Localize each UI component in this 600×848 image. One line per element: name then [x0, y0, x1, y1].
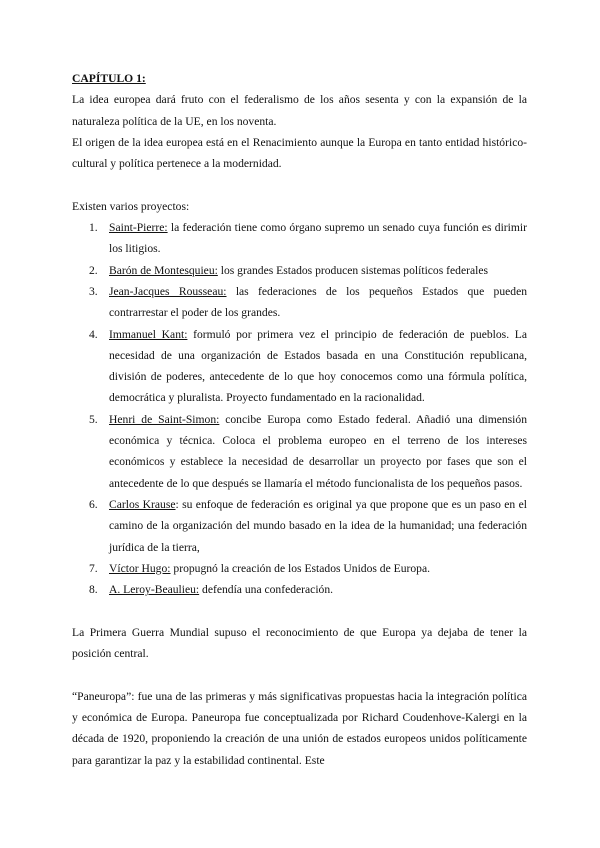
author-name: Henri de Saint-Simon:	[109, 412, 220, 426]
projects-intro: Existen varios proyectos:	[72, 199, 190, 213]
item-text: la federación tiene como órgano supremo un senado cuya función es dirimir los litigios.	[109, 221, 527, 256]
chapter-heading: CAPÍTULO 1:	[72, 72, 146, 85]
item-text: concibe Europa como Estado federal. Añadió una dimensión económica y técnica. Coloca el problema europeo en el terreno de los intereses económicos y establece la necesidad de desarrollar un proyecto por fases que son el antecedente de lo que después se llamaría el método funcionalista de los pequeños pasos.	[109, 412, 527, 490]
author-name: Víctor Hugo:	[109, 561, 171, 575]
item-number: 6.	[89, 497, 98, 511]
item-text: las federaciones de los pequeños Estados que pueden contrarrestar el poder de los grandes.	[109, 284, 528, 320]
projects-list	[72, 217, 527, 600]
author-name: A. Leroy-Beaulieu:	[109, 583, 200, 597]
item-number: 3.	[89, 284, 98, 298]
item-number: 5.	[89, 412, 98, 426]
document-body	[72, 68, 527, 771]
list-item	[72, 558, 527, 579]
list-item	[72, 281, 527, 324]
paneuropa-paragraph: “Paneuropa”: fue una de las primeras y más significativas propuestas hacia la integración política y económica de Europa. Paneuropa fue conceptualizada por Richard Coudenhove-Kalergi en la década de 1920, proponiendo la creación de una unión de estados europeos unidos políticamente para garantizar la paz y la estabilidad continental. Este	[72, 689, 527, 767]
item-text: defendía una confederación.	[199, 583, 334, 597]
blank-line	[72, 174, 527, 195]
item-number: 8.	[89, 583, 98, 597]
item-number: 2.	[89, 263, 98, 277]
author-name: Jean-Jacques Rousseau:	[109, 284, 227, 298]
list-item	[72, 260, 527, 281]
item-text: : su enfoque de federación es original ya que propone que es un paso en el camino de la organización del mundo basado en la idea de la humanidad; una federación jurídica de la tierra,	[109, 497, 527, 554]
list-item	[72, 324, 527, 409]
blank-line	[72, 664, 527, 685]
item-text: formuló por primera vez el principio de federación de pueblos. La necesidad de una organización de Estados basada en una Constitución republicana, división de poderes, antecedente de lo que hoy conocemos como una fórmula política, democrática y pluralista. Proyecto fundamentado en la racionalidad.	[109, 327, 527, 405]
intro-paragraph-1: La idea europea dará fruto con el federalismo de los años sesenta y con la expansión de la naturaleza política de la UE, en los noventa.	[72, 93, 527, 128]
blank-line	[72, 600, 527, 621]
item-number: 7.	[89, 561, 98, 575]
list-item	[72, 217, 527, 260]
list-item	[72, 409, 527, 494]
item-text: los grandes Estados producen sistemas políticos federales	[217, 263, 488, 277]
item-text: propugnó la creación de los Estados Unidos de Europa.	[170, 561, 431, 575]
author-name: Saint-Pierre:	[109, 221, 168, 235]
author-name: Immanuel Kant:	[109, 327, 188, 341]
author-name: Barón de Montesquieu:	[109, 263, 218, 277]
author-name: Carlos Krause	[109, 497, 176, 511]
list-item	[72, 494, 527, 558]
list-item	[72, 579, 527, 600]
page-bottom-margin	[0, 820, 600, 848]
intro-paragraph-2: El origen de la idea europea está en el Renacimiento aunque la Europa en tanto entidad histórico-cultural y política pertenece a la modernidad.	[72, 135, 527, 171]
ww1-paragraph: La Primera Guerra Mundial supuso el reconocimiento de que Europa ya dejaba de tener la posición central.	[72, 625, 527, 661]
item-number: 1.	[89, 221, 98, 235]
item-number: 4.	[89, 327, 98, 341]
